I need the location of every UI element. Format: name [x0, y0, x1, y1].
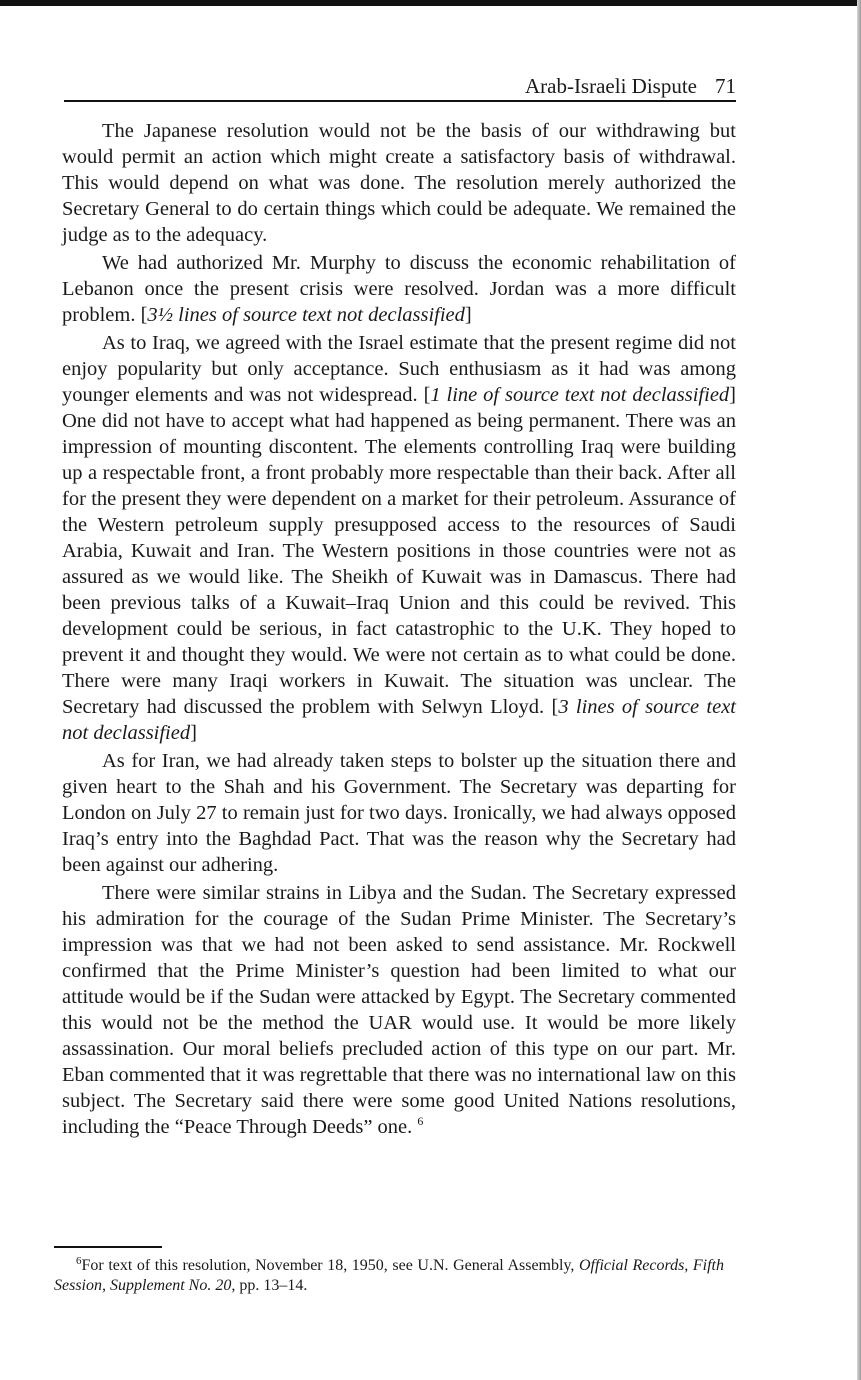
footnote-number: 6: [76, 1254, 82, 1267]
running-head-line: [525, 74, 736, 99]
paragraph-text-continued: ] One did not have to accept what had happened as being permanent. There was an impression of mounting discontent. The elements controlling Iraq were building up a respectable front, a front probably more respectable than their back. After all for the present they were dependent on a market for their petroleum. Assurance of the Western petroleum supply presupposed access to the resources of Saudi Arabia, Kuwait and Iran. The Western positions in those countries were not as assured as we would like. The Sheikh of Kuwait was in Damascus. There had been previous talks of a Kuwait–Iraq Union and this could be revived. This development could be serious, in fact catastrophic to the U.K. They hoped to prevent it and thought they would. We were not certain as to what could be done. There were many Iraqi workers in Kuwait. The situation was unclear. The Secretary had discussed the problem with Selwyn Lloyd. [: [62, 384, 736, 718]
page-number: 71: [715, 74, 736, 98]
footnote-pages: pp. 13–14.: [235, 1277, 308, 1294]
paragraph-lebanon-jordan: [62, 250, 736, 328]
paragraph-iran: [62, 748, 736, 878]
footnote-citation: Official Records, Fifth Session, Supplement No. 20,: [54, 1257, 725, 1294]
paragraph-text: The Japanese resolution would not be the basis of our withdrawing but would permit an action which might create a satisfactory basis of withdrawal. This would depend on what was done. The resolution merely authorized the Secretary General to do certain things which could be adequate. We remained the judge as to the adequacy.: [62, 120, 736, 246]
running-head-title: Arab-Israeli Dispute: [524, 74, 697, 98]
bracket-close: ]: [190, 722, 197, 744]
bracket-close: ]: [464, 304, 472, 326]
paragraph-japanese-resolution: [62, 118, 736, 248]
footnote: [54, 1256, 724, 1296]
page-binding-edge: [857, 0, 861, 1380]
running-header: [64, 74, 736, 102]
footnote-text: For text of this resolution, November 18, 1950, see U.N. General Assembly,: [81, 1257, 579, 1274]
not-declassified-note: 1 line of source text not declassified: [430, 384, 730, 406]
page-top-edge: [0, 0, 861, 6]
paragraph-text: There were similar strains in Libya and the Sudan. The Secretary expressed his admiration for the courage of the Sudan Prime Minister. The Secretary’s impression was that we had not been asked to send assistance. Mr. Rockwell confirmed that the Prime Minister’s question had been limited to what our attitude would be if the Sudan were attacked by Egypt. The Secretary commented this would not be the method the UAR would use. It would be more likely assassination. Our moral beliefs precluded action of this type on our part. Mr. Eban commented that it was regrettable that there was no international law on this subject. The Secretary said there were some good United Nations resolutions, including the “Peace Through Deeds” one.: [62, 882, 736, 1138]
paragraph-libya-sudan: [62, 880, 736, 1140]
not-declassified-note: 3 lines of source text not declassified: [62, 696, 736, 744]
not-declassified-note: 3½ lines of source text not declassified: [147, 304, 465, 326]
paragraph-text: We had authorized Mr. Murphy to discuss the economic rehabilitation of Lebanon once the present crisis were resolved. Jordan was a more difficult problem. [: [62, 252, 736, 326]
footnote-rule: [54, 1246, 162, 1248]
body-text: [62, 118, 736, 1140]
paragraph-text: As for Iran, we had already taken steps to bolster up the situation there and given heart to the Shah and his Government. The Secretary was departing for London on July 27 to remain just for two days. Ironically, we had always opposed Iraq’s entry into the Baghdad Pact. That was the reason why the Secretary had been against our adhering.: [62, 750, 736, 876]
paragraph-text: As to Iraq, we agreed with the Israel estimate that the present regime did not enjoy popularity but only acceptance. Such enthusiasm as it had was among younger elements and was not widespread. [: [62, 332, 736, 406]
paragraph-iraq: [62, 330, 736, 746]
footnote-reference[interactable]: 6: [417, 1114, 424, 1129]
